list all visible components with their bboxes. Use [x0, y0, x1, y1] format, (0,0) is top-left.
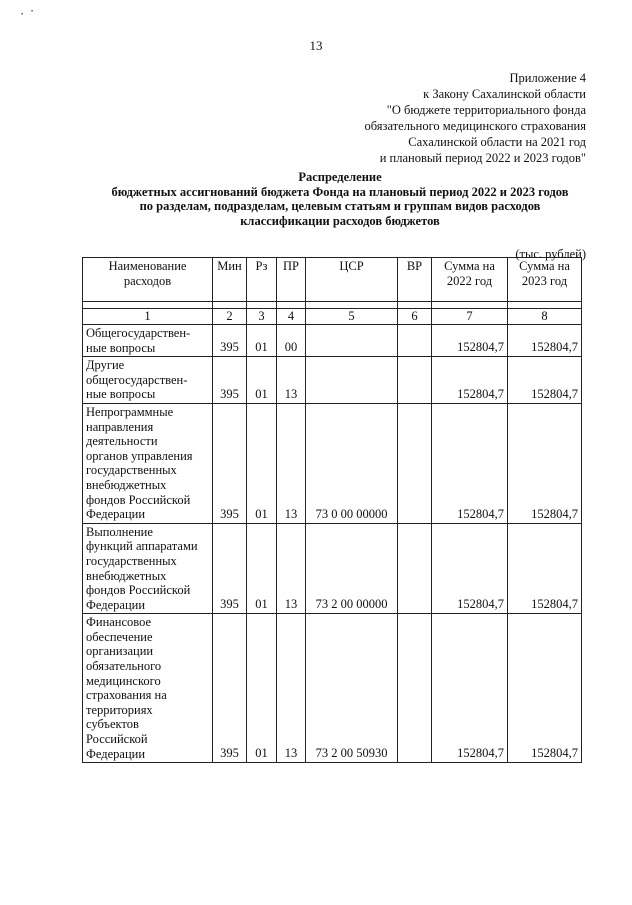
units-label: (тыс. рублей) [515, 247, 586, 261]
row-vr [398, 614, 432, 763]
row-sum-2023: 152804,7 [508, 614, 582, 763]
row-pr: 00 [277, 325, 306, 357]
column-number: 5 [306, 309, 398, 325]
header-name: Наименование расходов [83, 258, 213, 302]
column-number-row [83, 309, 582, 325]
row-sum-2022: 152804,7 [432, 325, 508, 357]
column-number: 1 [83, 309, 213, 325]
row-pr: 13 [277, 357, 306, 404]
row-name: Финансовое обеспечение организации обязательного медицинского страхования на территориях субъектов Российской Федерации [83, 614, 213, 763]
appendix-line: и плановый период 2022 и 2023 годов" [379, 151, 586, 165]
column-number: 2 [213, 309, 247, 325]
header-pr: ПР [277, 258, 306, 302]
table-row [83, 357, 582, 404]
column-number: 6 [398, 309, 432, 325]
table-row [83, 325, 582, 357]
appendix-line: обязательного медицинского страхования [364, 119, 586, 133]
row-rz: 01 [247, 403, 277, 523]
row-csr [306, 325, 398, 357]
header-rz: Рз [247, 258, 277, 302]
column-number: 8 [508, 309, 582, 325]
appendix-line: Сахалинской области на 2021 год [408, 135, 586, 149]
row-name: Непрограммные направления деятельности органов управления государственных внебюджетных фондов Российской Федерации [83, 403, 213, 523]
row-vr [398, 325, 432, 357]
row-rz: 01 [247, 325, 277, 357]
row-sum-2023: 152804,7 [508, 523, 582, 614]
row-sum-2022: 152804,7 [432, 403, 508, 523]
row-name: Общегосударствен- ные вопросы [83, 325, 213, 357]
separator-row [83, 302, 582, 309]
page-number: 13 [309, 38, 323, 53]
heading-line: Распределение [298, 170, 382, 184]
row-csr: 73 2 00 00000 [306, 523, 398, 614]
header-csr: ЦСР [306, 258, 398, 302]
row-csr: 73 0 00 00000 [306, 403, 398, 523]
row-name: Другие общегосударствен- ные вопросы [83, 357, 213, 404]
header-sum-2022: Сумма на 2022 год [432, 258, 508, 302]
appendix-line: "О бюджете территориального фонда [386, 103, 586, 117]
row-min: 395 [213, 614, 247, 763]
row-min: 395 [213, 403, 247, 523]
row-sum-2022: 152804,7 [432, 614, 508, 763]
row-min: 395 [213, 523, 247, 614]
row-pr: 13 [277, 403, 306, 523]
header-sum-2023: Сумма на 2023 год [508, 258, 582, 302]
heading-line: по разделам, подразделам, целевым статьям и группам видов расходов [139, 199, 541, 213]
table-header-row [83, 258, 582, 302]
heading-line: классификации расходов бюджетов [240, 213, 440, 228]
row-rz: 01 [247, 357, 277, 404]
row-sum-2022: 152804,7 [432, 357, 508, 404]
row-vr [398, 357, 432, 404]
row-sum-2023: 152804,7 [508, 403, 582, 523]
row-csr: 73 2 00 50930 [306, 614, 398, 763]
row-sum-2023: 152804,7 [508, 357, 582, 404]
header-vr: ВР [398, 258, 432, 302]
column-number: 4 [277, 309, 306, 325]
header-min: Мин [213, 258, 247, 302]
row-vr [398, 403, 432, 523]
document-heading [60, 170, 620, 228]
table-row [83, 614, 582, 763]
row-sum-2022: 152804,7 [432, 523, 508, 614]
row-pr: 13 [277, 614, 306, 763]
table-row [83, 403, 582, 523]
budget-table [82, 257, 582, 763]
scan-artifact: ⠂ ⠁ [20, 10, 38, 21]
row-min: 395 [213, 357, 247, 404]
row-rz: 01 [247, 614, 277, 763]
row-sum-2023: 152804,7 [508, 325, 582, 357]
row-name: Выполнение функций аппаратами государственных внебюджетных фондов Российской Федерации [83, 523, 213, 614]
row-min: 395 [213, 325, 247, 357]
heading-line: бюджетных ассигнований бюджета Фонда на плановый период 2022 и 2023 годов [111, 184, 569, 199]
row-pr: 13 [277, 523, 306, 614]
appendix-block [286, 70, 586, 166]
column-number: 3 [247, 309, 277, 325]
table-row [83, 523, 582, 614]
appendix-line: Приложение 4 [509, 71, 586, 85]
column-number: 7 [432, 309, 508, 325]
row-csr [306, 357, 398, 404]
row-rz: 01 [247, 523, 277, 614]
row-vr [398, 523, 432, 614]
appendix-line: к Закону Сахалинской области [423, 87, 586, 101]
